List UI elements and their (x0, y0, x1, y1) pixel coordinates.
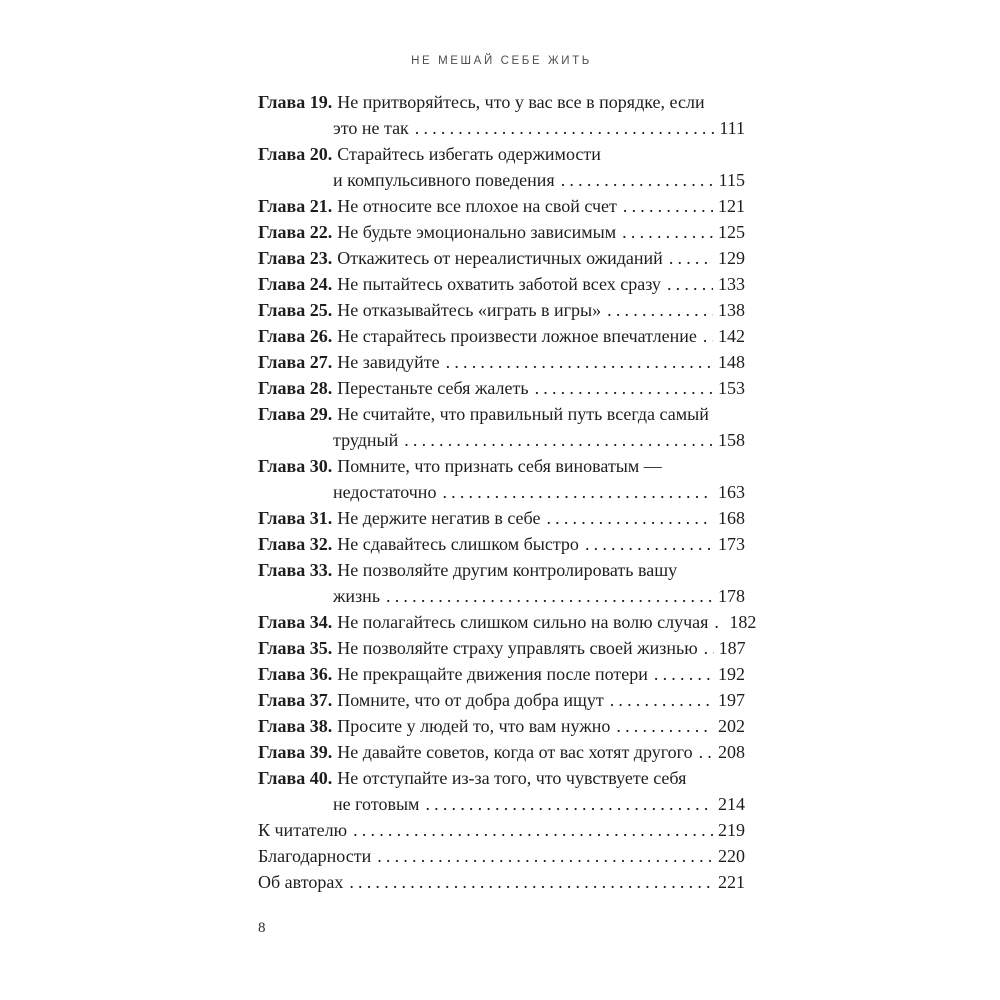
chapter-page-number: 214 (718, 794, 745, 814)
chapter-page-number: 125 (718, 222, 745, 242)
chapter-page-number: 187 (718, 638, 746, 658)
dot-leader (386, 583, 713, 609)
toc-entry-last-line (258, 167, 745, 193)
toc-entry-first-line (258, 557, 745, 583)
chapter-page-number: 202 (718, 716, 745, 736)
chapter-title: Помните, что от добра добра ищут (337, 690, 604, 710)
toc-entry (258, 687, 745, 713)
running-head: НЕ МЕШАЙ СЕБЕ ЖИТЬ (411, 55, 592, 67)
toc-entry-last-line (258, 479, 745, 505)
chapter-page-number: 208 (718, 742, 745, 762)
toc-entry-last-line (258, 427, 745, 453)
dot-leader (349, 869, 713, 895)
chapter-label: Глава 29. (258, 404, 333, 424)
chapter-label: Глава 35. (258, 638, 333, 658)
chapter-page-number: 142 (718, 326, 745, 346)
dot-leader (610, 687, 713, 713)
chapter-title: Не старайтесь произвести ложное впечатление (337, 326, 697, 346)
chapter-label: Глава 25. (258, 300, 333, 320)
chapter-page-number: 192 (718, 664, 745, 684)
dot-leader (585, 531, 713, 557)
chapter-title: это не так (333, 118, 409, 138)
toc-entry-last-line (258, 219, 745, 245)
chapter-page-number: 129 (718, 248, 745, 268)
chapter-label: Глава 34. (258, 612, 333, 632)
chapter-page-number: 138 (718, 300, 745, 320)
dot-leader (616, 713, 713, 739)
toc-entry-first-line (258, 453, 745, 479)
chapter-page-number: 148 (718, 352, 745, 372)
chapter-label: Глава 36. (258, 664, 333, 684)
toc-entry (258, 297, 745, 323)
chapter-title: Не отступайте из-за того, что чувствуете себя (337, 768, 687, 788)
page-number-folio: 8 (258, 920, 266, 936)
dot-leader (425, 791, 713, 817)
dot-leader (669, 245, 713, 271)
chapter-label: Глава 27. (258, 352, 333, 372)
toc-entry (258, 245, 745, 271)
chapter-title: Не относите все плохое на свой счет (337, 196, 617, 216)
chapter-page-number: 219 (718, 820, 745, 840)
chapter-label: Глава 23. (258, 248, 333, 268)
chapter-label: Глава 28. (258, 378, 333, 398)
dot-leader (622, 219, 713, 245)
chapter-title: Не сдавайтесь слишком быстро (337, 534, 579, 554)
chapter-label: Глава 19. (258, 92, 333, 112)
chapter-title: Не позволяйте страху управлять своей жизнью (337, 638, 698, 658)
toc-entry-last-line (258, 791, 745, 817)
chapter-page-number: 178 (718, 586, 745, 606)
chapter-label: Глава 38. (258, 716, 333, 736)
chapter-page-number: 173 (718, 534, 745, 554)
dot-leader (699, 739, 713, 765)
toc-entry-last-line (258, 323, 745, 349)
chapter-page-number: 163 (718, 482, 745, 502)
chapter-label: Глава 33. (258, 560, 333, 580)
toc-entry-last-line (258, 817, 745, 843)
chapter-label: Глава 37. (258, 690, 333, 710)
dot-leader (623, 193, 713, 219)
toc-entry-last-line (258, 609, 757, 635)
chapter-title: Старайтесь избегать одержимости (337, 144, 601, 164)
chapter-page-number: 168 (718, 508, 745, 528)
chapter-title: Не завидуйте (337, 352, 440, 372)
chapter-title: и компульсивного поведения (333, 170, 555, 190)
chapter-title: Помните, что признать себя виноватым — (337, 456, 662, 476)
toc-entry (258, 713, 745, 739)
dot-leader (442, 479, 713, 505)
toc-entry-first-line (258, 765, 745, 791)
toc-entry-last-line (258, 505, 745, 531)
chapter-label: Глава 32. (258, 534, 333, 554)
toc-entry (258, 453, 745, 505)
chapter-title: Не притворяйтесь, что у вас все в порядке, если (337, 92, 705, 112)
chapter-page-number: 221 (718, 872, 745, 892)
chapter-title: Не пытайтесь охватить заботой всех сразу (337, 274, 661, 294)
chapter-title: Перестаньте себя жалеть (337, 378, 529, 398)
chapter-title: Просите у людей то, что вам нужно (337, 716, 611, 736)
chapter-page-number: 197 (718, 690, 745, 710)
toc-entry (258, 739, 745, 765)
dot-leader (377, 843, 713, 869)
chapter-title: Не считайте, что правильный путь всегда самый (337, 404, 709, 424)
toc-entry-last-line (258, 869, 745, 895)
toc-entry-last-line (258, 687, 745, 713)
dot-leader (353, 817, 713, 843)
dot-leader (607, 297, 713, 323)
chapter-page-number: 133 (718, 274, 745, 294)
toc-entry (258, 505, 745, 531)
chapter-label: Глава 30. (258, 456, 333, 476)
chapter-label: Глава 31. (258, 508, 333, 528)
chapter-label: Глава 20. (258, 144, 333, 164)
chapter-page-number: 111 (719, 118, 745, 138)
toc-entry-last-line (258, 583, 745, 609)
chapter-page-number: 220 (718, 846, 745, 866)
toc-entry (258, 375, 745, 401)
chapter-label: Глава 22. (258, 222, 333, 242)
dot-leader (446, 349, 713, 375)
dot-leader (703, 323, 713, 349)
chapter-title: трудный (333, 430, 399, 450)
toc-entry-last-line (258, 713, 745, 739)
toc-entry-last-line (258, 349, 745, 375)
chapter-page-number: 182 (729, 612, 757, 632)
dot-leader (561, 167, 714, 193)
toc-entry (258, 609, 757, 635)
toc-entry-last-line (258, 531, 745, 557)
toc-entry-last-line (258, 115, 745, 141)
toc-entry-first-line (258, 89, 745, 115)
toc-entry (258, 765, 745, 817)
toc-entry (258, 817, 745, 843)
chapter-title: К читателю (258, 820, 348, 840)
toc-entry (258, 843, 745, 869)
toc-entry (258, 869, 745, 895)
toc-entry-last-line (258, 375, 745, 401)
chapter-page-number: 115 (718, 170, 745, 190)
chapter-title: Откажитесь от нереалистичных ожиданий (337, 248, 663, 268)
toc-entry-last-line (258, 271, 745, 297)
chapter-page-number: 121 (718, 196, 745, 216)
chapter-title: Не отказывайтесь «играть в игры» (337, 300, 602, 320)
toc-entry-last-line (258, 739, 745, 765)
toc-entry-first-line (258, 401, 745, 427)
dot-leader (667, 271, 713, 297)
toc-entry-last-line (258, 193, 745, 219)
dot-leader (546, 505, 713, 531)
chapter-label: Глава 21. (258, 196, 333, 216)
dot-leader (535, 375, 713, 401)
toc-entry-last-line (258, 635, 745, 661)
chapter-label: Глава 24. (258, 274, 333, 294)
toc-entry (258, 531, 745, 557)
toc-entry (258, 271, 745, 297)
chapter-title: Об авторах (258, 872, 344, 892)
dot-leader (415, 115, 715, 141)
dot-leader (654, 661, 713, 687)
chapter-title: Не давайте советов, когда от вас хотят другого (337, 742, 693, 762)
toc-entry (258, 557, 745, 609)
chapter-title: Не прекращайте движения после потери (337, 664, 648, 684)
toc-entry (258, 349, 745, 375)
dot-leader (404, 427, 713, 453)
chapter-title: Не позволяйте другим контролировать вашу (337, 560, 678, 580)
toc-entry (258, 89, 745, 141)
toc-entry (258, 661, 745, 687)
dot-leader (714, 609, 724, 635)
toc-entry (258, 635, 745, 661)
toc-entry-last-line (258, 245, 745, 271)
toc-entry (258, 401, 745, 453)
chapter-page-number: 153 (718, 378, 745, 398)
toc-list (258, 89, 757, 895)
chapter-title: Благодарности (258, 846, 372, 866)
chapter-title: Не будьте эмоционально зависимым (337, 222, 617, 242)
toc-entry-first-line (258, 141, 745, 167)
toc-entry-last-line (258, 297, 745, 323)
chapter-page-number: 158 (718, 430, 745, 450)
chapter-label: Глава 40. (258, 768, 333, 788)
dot-leader (704, 635, 714, 661)
toc-entry (258, 323, 745, 349)
chapter-title: Не держите негатив в себе (337, 508, 541, 528)
toc-entry (258, 219, 745, 245)
toc-entry-last-line (258, 843, 745, 869)
chapter-title: жизнь (333, 586, 381, 606)
toc-entry-last-line (258, 661, 745, 687)
chapter-label: Глава 26. (258, 326, 333, 346)
chapter-title: не готовым (333, 794, 420, 814)
toc-entry (258, 193, 745, 219)
chapter-title: недостаточно (333, 482, 437, 502)
chapter-label: Глава 39. (258, 742, 333, 762)
toc-entry (258, 141, 745, 193)
chapter-title: Не полагайтесь слишком сильно на волю случая (337, 612, 709, 632)
